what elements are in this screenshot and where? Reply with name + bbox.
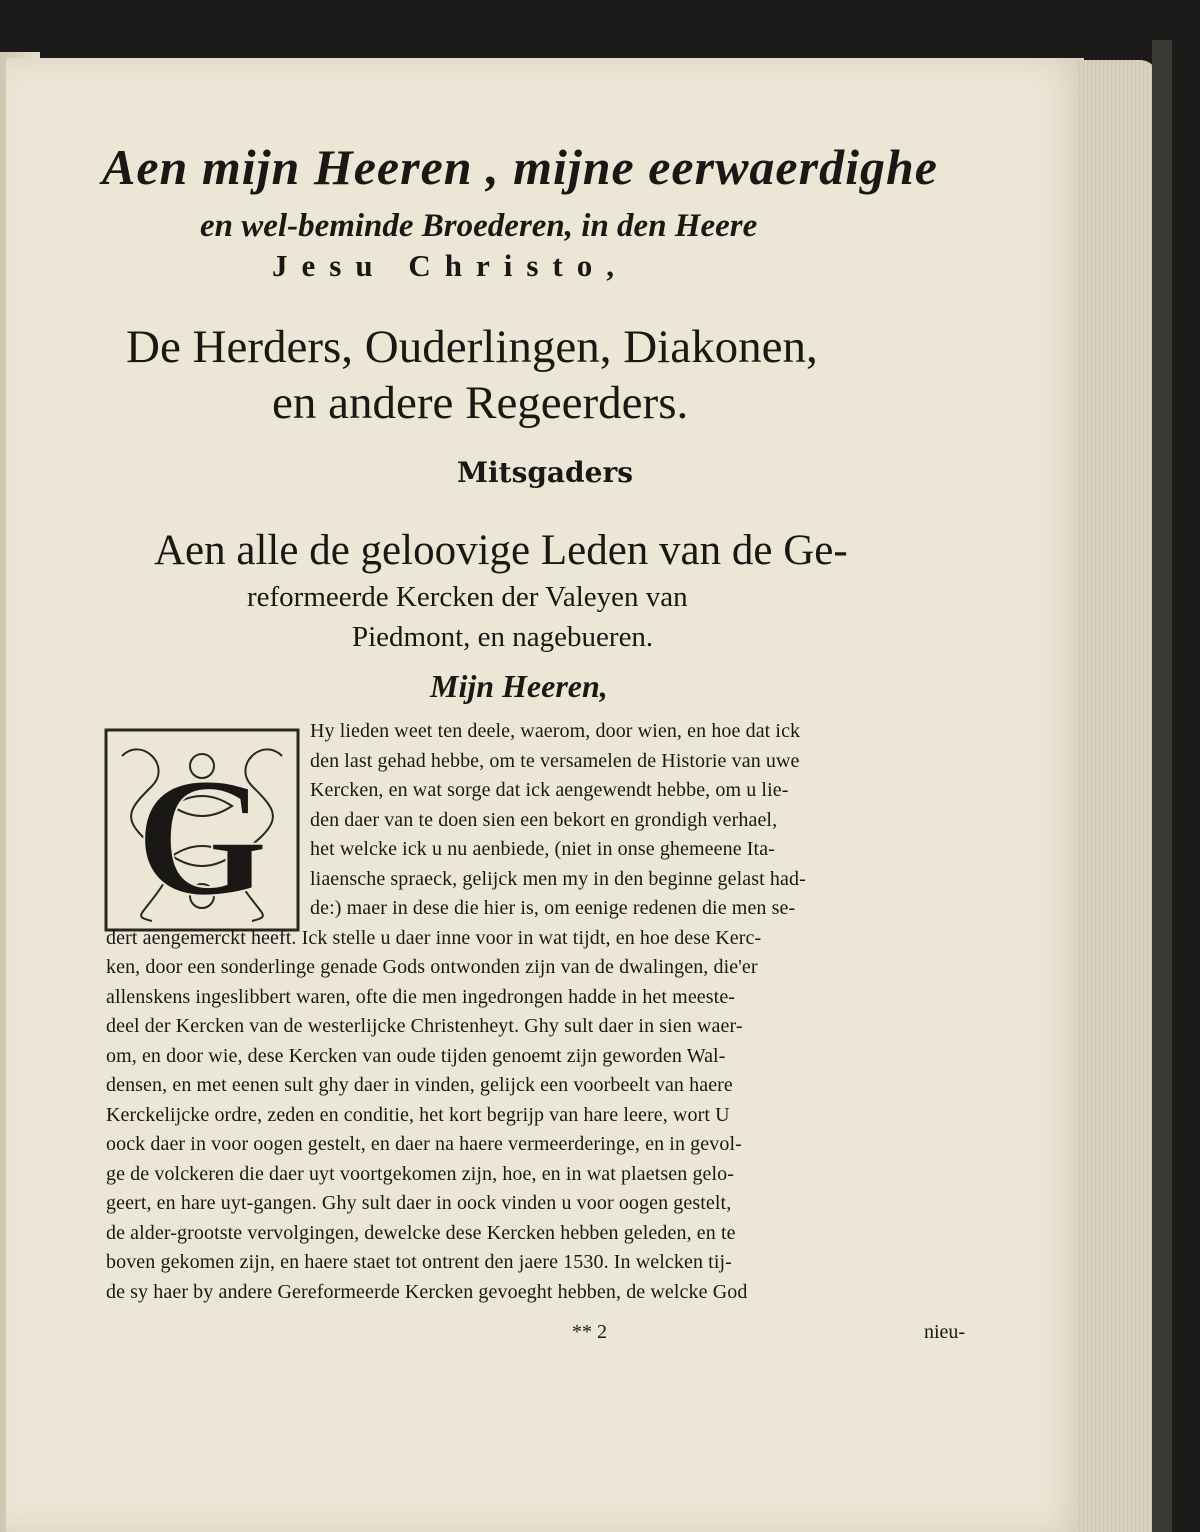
heading-line-6: Mitsgaders xyxy=(457,456,633,489)
body-line: Kerckelijcke ordre, zeden en conditie, het kort begrijp van hare leere, wort U xyxy=(106,1103,730,1126)
body-line: den daer van te doen sien een bekort en grondigh verhael, xyxy=(310,808,778,831)
body-line: boven gekomen zijn, en haere staet tot ontrent den jaere 1530. In welcken tij- xyxy=(106,1251,732,1273)
body-line: om, en door wie, dese Kercken van oude tijden genoemt zijn geworden Wal- xyxy=(106,1044,726,1067)
body-line: allenskens ingeslibbert waren, ofte die men ingedrongen hadde in het meeste- xyxy=(106,985,736,1008)
body-line: de alder-grootste vervolgingen, dewelcke dese Kercken hebben geleden, en te xyxy=(106,1221,736,1244)
body-line: de:) maer in dese die hier is, om eenige redenen die men se- xyxy=(310,897,796,919)
body-line: oock daer in voor oogen gestelt, en daer na haere vermeerderinge, en in gevol- xyxy=(106,1133,742,1155)
page-stack-edges xyxy=(1078,60,1158,1532)
body-line: ken, door een sonderlinge genade Gods ontwonden zijn van de dwalingen, die'er xyxy=(106,956,758,978)
signature-mark: ** 2 xyxy=(572,1321,607,1343)
page-content xyxy=(102,58,982,1532)
heading-line-4: De Herders, Ouderlingen, Diakonen, xyxy=(126,321,818,373)
body-line: deel der Kercken van de westerlijcke Christenheyt. Ghy sult daer in sien waer- xyxy=(106,1015,743,1037)
body-line: Kercken, en wat sorge dat ick aengewendt hebbe, om u lie- xyxy=(310,779,789,801)
heading-line-8: reformeerde Kercken der Valeyen van xyxy=(247,581,688,613)
body-line: de sy haer by andere Gereformeerde Kercken gevoeght hebben, de welcke God xyxy=(106,1280,748,1303)
initial-letter: G xyxy=(135,743,269,931)
body-line: Hy lieden weet ten deele, waerom, door wien, en hoe dat ick xyxy=(310,720,801,742)
heading-line-1: Aen mijn Heeren , mijne eerwaerdighe xyxy=(102,139,938,195)
body-line: het welcke ick u nu aenbiede, (niet in onse ghemeene Ita- xyxy=(310,838,775,860)
body-line: ge de volckeren die daer uyt voortgekomen zijn, hoe, en in wat plaetsen gelo- xyxy=(106,1162,735,1185)
body-line: dert aengemerckt heeft. Ick stelle u daer inne voor in wat tijdt, en hoe dese Kerc- xyxy=(106,926,762,949)
body-line: liaensche spraeck, gelijck men my in den beginne gelast had- xyxy=(310,867,806,890)
body-line: geert, en hare uyt-gangen. Ghy sult daer in oock vinden u voor oogen gestelt, xyxy=(106,1192,732,1214)
body-line: den last gehad hebbe, om te versamelen de Historie van uwe xyxy=(310,749,800,772)
heading-line-9: Piedmont, en nagebueren. xyxy=(352,621,654,653)
book-cover-edge xyxy=(1152,40,1172,1532)
decorated-initial-icon xyxy=(102,726,302,934)
heading-line-2: en wel-beminde Broederen, in den Heere xyxy=(200,208,758,244)
heading-line-5: en andere Regeerders. xyxy=(272,377,689,429)
body-line: densen, en met eenen sult ghy daer in vinden, gelijck een voorbeelt van haere xyxy=(106,1074,733,1096)
catchword: nieu- xyxy=(924,1321,966,1343)
heading-line-7: Aen alle de geloovige Leden van de Ge- xyxy=(154,527,848,574)
heading-line-3: Jesu Christo, xyxy=(272,248,628,283)
salutation: Mijn Heeren, xyxy=(430,668,608,704)
book-page xyxy=(6,58,1084,1532)
